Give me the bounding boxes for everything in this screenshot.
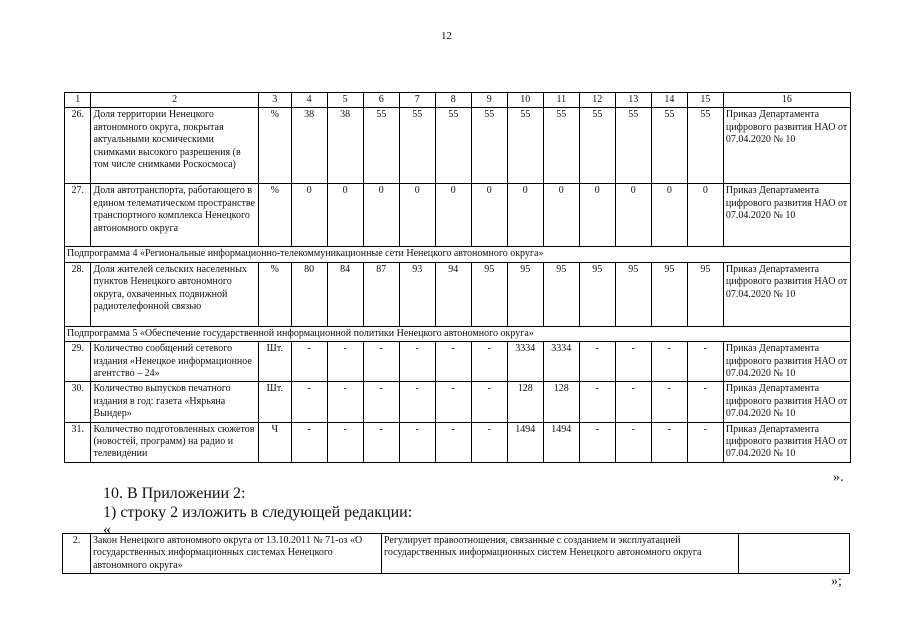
value-cell: 95 [651, 262, 687, 326]
document-cell: Приказ Департамента цифрового развития НАО от 07.04.2020 № 10 [723, 108, 850, 184]
col-header: 6 [363, 93, 399, 108]
value-cell: - [435, 422, 471, 462]
value-cell: - [579, 422, 615, 462]
value-cell: 80 [291, 262, 327, 326]
row-number: 26. [65, 108, 91, 184]
indicator-name: Доля территории Ненецкого автономного округа, покрытая актуальными космическими снимками высокого разрешения (в том числе снимками Роскосмоса) [91, 108, 258, 184]
value-cell: - [651, 342, 687, 382]
value-cell: 0 [687, 184, 723, 247]
value-cell: 95 [471, 262, 507, 326]
value-cell: 0 [435, 184, 471, 247]
value-cell: 1494 [507, 422, 543, 462]
value-cell: - [579, 382, 615, 422]
document-cell: Приказ Департамента цифрового развития НАО от 07.04.2020 № 10 [723, 184, 850, 247]
value-cell: - [651, 382, 687, 422]
value-cell: - [615, 342, 651, 382]
page-number: 12 [441, 30, 452, 42]
table-header-row [65, 93, 851, 108]
row-number: 29. [65, 342, 91, 382]
table-row [65, 262, 851, 326]
subprogram-4-title: Подпрограмма 4 «Региональные информационно-телекоммуникационные сети Ненецкого автономного округа» [65, 247, 851, 262]
document-cell: Приказ Департамента цифрового развития НАО от 07.04.2020 № 10 [723, 262, 850, 326]
unit-cell: Ч [258, 422, 291, 462]
col-header: 14 [651, 93, 687, 108]
value-cell: 55 [399, 108, 435, 184]
closing-quote: ». [833, 470, 844, 485]
value-cell: 55 [687, 108, 723, 184]
value-cell: - [399, 422, 435, 462]
col-header: 9 [471, 93, 507, 108]
value-cell: 0 [291, 184, 327, 247]
col-header: 15 [687, 93, 723, 108]
law-cell: Закон Ненецкого автономного округа от 13.10.2011 № 71-оз «О государственных информационных системах Ненецкого автономного округа» [91, 534, 382, 574]
value-cell: - [471, 342, 507, 382]
description-cell: Регулирует правоотношения, связанные с созданием и эксплуатацией государственных информационных систем Ненецкого автономного округа [382, 534, 739, 574]
value-cell: 94 [435, 262, 471, 326]
document-cell: Приказ Департамента цифрового развития НАО от 07.04.2020 № 10 [723, 382, 850, 422]
value-cell: - [471, 382, 507, 422]
value-cell: - [291, 342, 327, 382]
col-header: 3 [258, 93, 291, 108]
value-cell: 0 [471, 184, 507, 247]
row-number: 31. [65, 422, 91, 462]
value-cell: 55 [615, 108, 651, 184]
value-cell: 0 [363, 184, 399, 247]
value-cell: 0 [399, 184, 435, 247]
value-cell: - [363, 422, 399, 462]
indicator-name: Количество сообщений сетевого издания «Ненецкое информационное агентство – 24» [91, 342, 258, 382]
value-cell: - [363, 382, 399, 422]
value-cell: - [435, 342, 471, 382]
value-cell: 3334 [507, 342, 543, 382]
col-header: 1 [65, 93, 91, 108]
value-cell: - [399, 382, 435, 422]
value-cell: 87 [363, 262, 399, 326]
value-cell: 128 [543, 382, 579, 422]
row-number: 27. [65, 184, 91, 247]
value-cell: 55 [507, 108, 543, 184]
value-cell: - [363, 342, 399, 382]
col-header: 5 [327, 93, 363, 108]
value-cell: - [399, 342, 435, 382]
value-cell: 55 [579, 108, 615, 184]
value-cell: - [615, 422, 651, 462]
value-cell: - [291, 382, 327, 422]
table-row [65, 382, 851, 422]
col-header: 8 [435, 93, 471, 108]
unit-cell: Шт. [258, 342, 291, 382]
row-number: 28. [65, 262, 91, 326]
col-header: 4 [291, 93, 327, 108]
value-cell: 0 [651, 184, 687, 247]
indicators-table [64, 92, 851, 463]
value-cell: - [651, 422, 687, 462]
value-cell: - [327, 342, 363, 382]
value-cell: - [687, 382, 723, 422]
col-header: 7 [399, 93, 435, 108]
value-cell: 0 [543, 184, 579, 247]
closing-quote-semicolon: »; [831, 574, 842, 589]
col-header: 16 [723, 93, 850, 108]
value-cell: 84 [327, 262, 363, 326]
value-cell: 55 [363, 108, 399, 184]
row-number: 2. [63, 534, 91, 574]
value-cell: 93 [399, 262, 435, 326]
table-row [63, 534, 850, 574]
value-cell: 95 [687, 262, 723, 326]
paragraph-1: 1) строку 2 изложить в следующей редакции: [103, 504, 413, 521]
value-cell: 1494 [543, 422, 579, 462]
opening-quote: « [103, 521, 111, 538]
value-cell: - [327, 422, 363, 462]
indicator-name: Доля автотранспорта, работающего в едином телематическом пространстве транспортного комплекса Ненецкого автономного округа [91, 184, 258, 247]
table-row [65, 184, 851, 247]
value-cell: - [471, 422, 507, 462]
indicator-name: Количество выпусков печатного издания в год: газета «Нярьяна Вындер» [91, 382, 258, 422]
paragraph-10: 10. В Приложении 2: [103, 485, 246, 502]
table-row [65, 108, 851, 184]
value-cell: 128 [507, 382, 543, 422]
value-cell: - [579, 342, 615, 382]
subprogram-row [65, 247, 851, 262]
value-cell: 3334 [543, 342, 579, 382]
value-cell: 0 [327, 184, 363, 247]
indicator-name: Доля жителей сельских населенных пунктов Ненецкого автономного округа, охваченных подвижной радиотелефонной связью [91, 262, 258, 326]
table-row [65, 422, 851, 462]
value-cell: 95 [615, 262, 651, 326]
value-cell: - [435, 382, 471, 422]
value-cell: 0 [615, 184, 651, 247]
value-cell: 38 [291, 108, 327, 184]
unit-cell: % [258, 262, 291, 326]
value-cell: 0 [579, 184, 615, 247]
indicator-name: Количество подготовленных сюжетов (новостей, программ) на радио и телевидении [91, 422, 258, 462]
value-cell: 95 [579, 262, 615, 326]
value-cell: - [687, 342, 723, 382]
col-header: 2 [91, 93, 258, 108]
value-cell: - [291, 422, 327, 462]
col-header: 11 [543, 93, 579, 108]
subprogram-5-title: Подпрограмма 5 «Обеспечение государственной информационной политики Ненецкого автономного округа» [65, 326, 851, 341]
appendix-table [62, 533, 850, 574]
value-cell: 38 [327, 108, 363, 184]
value-cell: 95 [507, 262, 543, 326]
value-cell: - [687, 422, 723, 462]
value-cell: 0 [507, 184, 543, 247]
value-cell: 55 [651, 108, 687, 184]
empty-cell [739, 534, 850, 574]
row-number: 30. [65, 382, 91, 422]
unit-cell: % [258, 108, 291, 184]
value-cell: 55 [543, 108, 579, 184]
col-header: 10 [507, 93, 543, 108]
value-cell: 95 [543, 262, 579, 326]
col-header: 12 [579, 93, 615, 108]
table-row [65, 342, 851, 382]
unit-cell: Шт. [258, 382, 291, 422]
value-cell: 55 [471, 108, 507, 184]
document-cell: Приказ Департамента цифрового развития НАО от 07.04.2020 № 10 [723, 422, 850, 462]
value-cell: - [327, 382, 363, 422]
subprogram-row [65, 326, 851, 341]
value-cell: 55 [435, 108, 471, 184]
unit-cell: % [258, 184, 291, 247]
value-cell: - [615, 382, 651, 422]
col-header: 13 [615, 93, 651, 108]
document-cell: Приказ Департамента цифрового развития НАО от 07.04.2020 № 10 [723, 342, 850, 382]
